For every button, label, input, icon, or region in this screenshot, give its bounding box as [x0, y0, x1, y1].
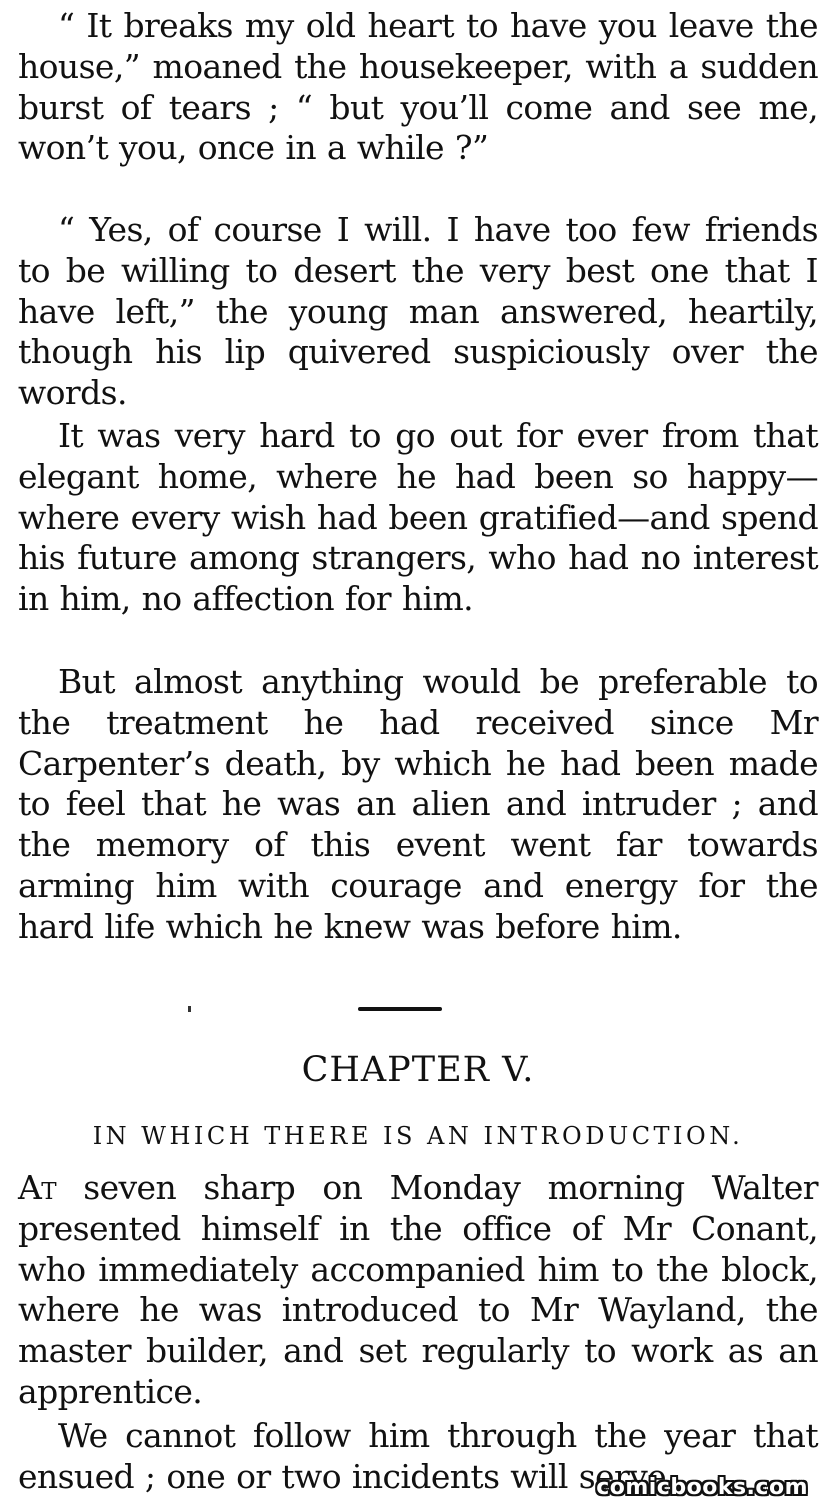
chapter-title: CHAPTER V. [301, 1050, 535, 1090]
paragraph-chapter-opening [18, 1168, 818, 1413]
paragraph-cannot-follow: We cannot follow him through the year that ensued ; one or two incidents will serve [18, 1416, 818, 1496]
section-divider [18, 1002, 818, 1018]
opening-word: At [18, 1168, 56, 1207]
paragraph-preferable: But almost anything would be preferable to the treatment he had received since Mr Carpenter’s death, by which he had been made to feel that he was an alien and intruder ; and the memory of this event went far towards arming him with courage and energy for the hard life which he knew was before him. [18, 662, 818, 946]
paragraph-young-man-reply: “ Yes, of course I will. I have too few friends to be willing to desert the very best one that I have left,” the young man answered, heartily, though his lip quivered suspiciously over the words. [18, 210, 818, 413]
paragraph-leaving-home: It was very hard to go out for ever from that elegant home, where he had been so happy—where every wish had been gratified—and spend his future among strangers, who had no interest in him, no affection for him. [18, 416, 818, 619]
ink-speck [188, 1006, 191, 1012]
opening-text: seven sharp on Monday morning Walter presented himself in the office of Mr Conant, who immediately accompanied him to the block, where he was introduced to Mr Wayland, the master builder, and set regularly to work as an apprentice. [18, 1168, 818, 1411]
watermark-logo: comicbooks.com [596, 1475, 808, 1500]
divider-rule [358, 1007, 442, 1011]
chapter-subtitle: IN WHICH THERE IS AN INTRODUCTION. [92, 1122, 744, 1150]
paragraph-housekeeper: “ It breaks my old heart to have you leave the house,” moaned the housekeeper, with a sudden burst of tears ; “ but you’ll come and see me, won’t you, once in a while ?” [18, 6, 818, 168]
